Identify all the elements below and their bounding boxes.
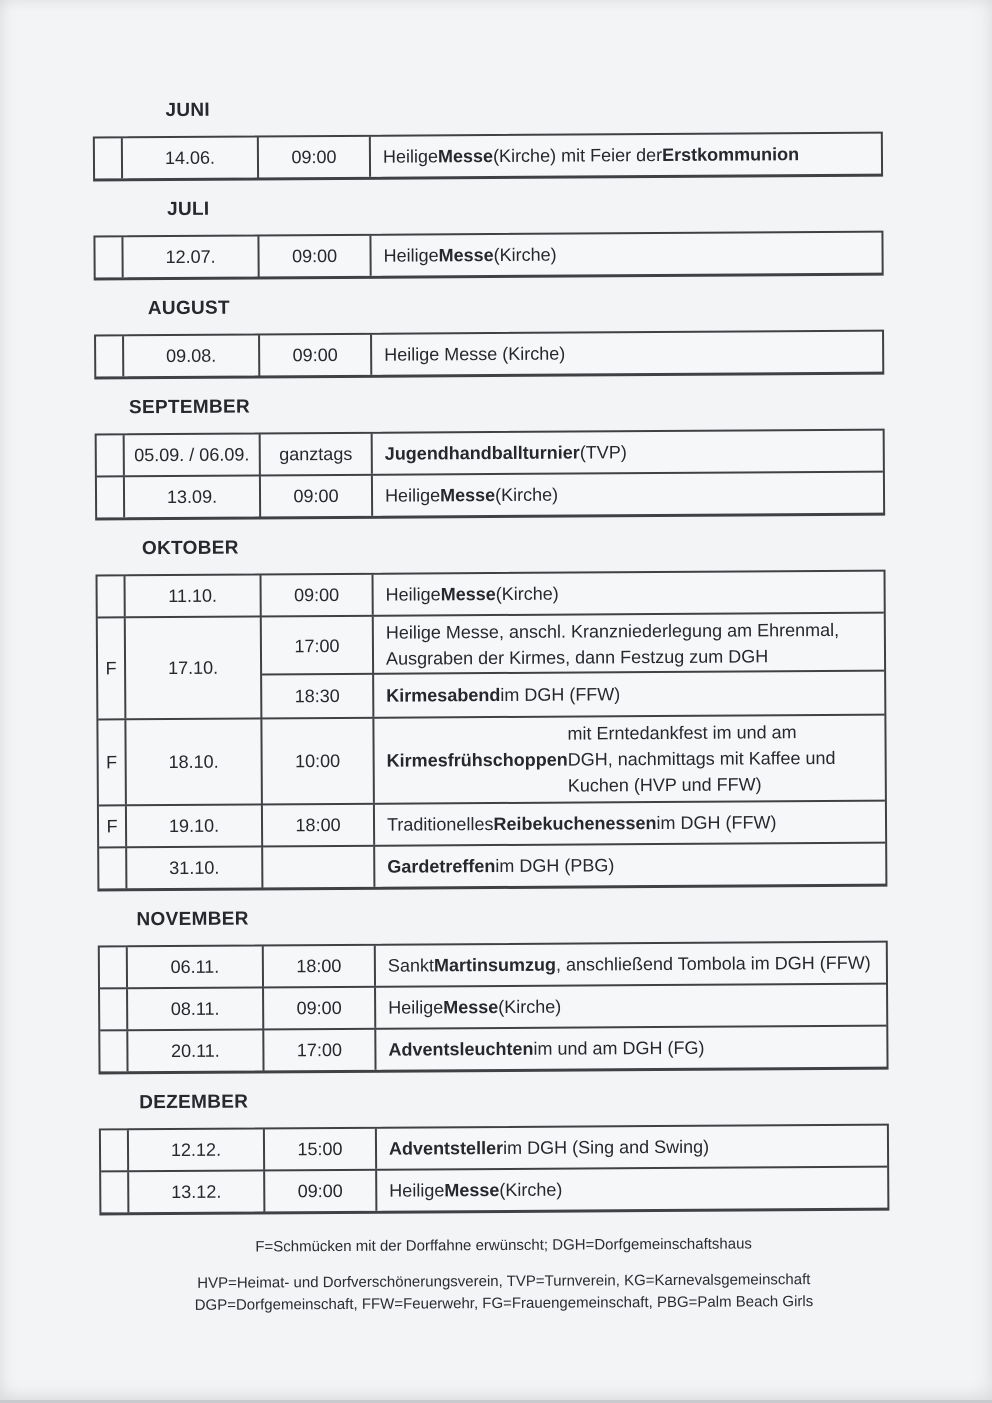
table-row bbox=[95, 134, 881, 179]
entry-row bbox=[263, 844, 885, 888]
date-cell: 17.10. bbox=[126, 617, 263, 718]
description-cell: Heilige Messe (Kirche) bbox=[389, 1179, 563, 1201]
table-row bbox=[95, 233, 881, 278]
description-cell: Heilige Messe (Kirche) mit Feier der Erstkommunion bbox=[382, 144, 800, 167]
row-entries bbox=[263, 802, 885, 846]
date-cell: 20.11. bbox=[128, 1030, 264, 1071]
flag-cell bbox=[95, 237, 123, 277]
month-section-juni bbox=[1, 95, 992, 182]
flag-cell bbox=[97, 435, 125, 475]
flag-cell bbox=[100, 1031, 128, 1071]
row-entries bbox=[264, 943, 886, 987]
row-entries bbox=[264, 1027, 886, 1071]
flag-cell bbox=[97, 477, 125, 517]
events-table bbox=[95, 429, 886, 521]
description-cell: Heilige Messe (Kirche) bbox=[388, 996, 562, 1018]
row-entries bbox=[259, 233, 881, 277]
description-cell: Kirmesabend im DGH (FFW) bbox=[386, 684, 621, 706]
month-heading: AUGUST bbox=[147, 297, 230, 320]
table-row bbox=[98, 714, 885, 805]
description-cell: Traditionelles Reibekuchenessen im DGH (FFW) bbox=[386, 812, 777, 835]
row-entries bbox=[262, 716, 885, 804]
description-cell: Sankt Martinsumzug , anschließend Tombola im DGH (FFW) bbox=[387, 952, 871, 976]
time-cell: 15:00 bbox=[265, 1129, 377, 1170]
flag-cell bbox=[96, 336, 124, 376]
month-heading: OKTOBER bbox=[141, 537, 239, 560]
row-entries bbox=[261, 431, 883, 475]
entry-row bbox=[264, 1027, 886, 1071]
flag-cell bbox=[100, 947, 128, 987]
entry-row bbox=[265, 1126, 887, 1170]
date-cell: 31.10. bbox=[127, 847, 263, 888]
description-cell: Heilige Messe (Kirche) bbox=[383, 244, 557, 266]
entry-row bbox=[261, 473, 883, 517]
month-heading: JUNI bbox=[165, 99, 210, 122]
entry-row bbox=[262, 716, 885, 804]
month-section-november bbox=[6, 904, 992, 1075]
row-entries bbox=[262, 614, 885, 718]
flag-cell bbox=[95, 138, 123, 178]
month-section-oktober bbox=[3, 533, 992, 892]
legend-line-2: HVP=Heimat- und Dorfverschönerungsverein, TVP=Turnverein, KG=Karnevalsgemeinschaft bbox=[197, 1271, 811, 1292]
flag-cell: F bbox=[99, 806, 127, 846]
table-row bbox=[97, 431, 883, 476]
legend-line-1: F=Schmücken mit der Dorffahne erwünscht; DGH=Dorfgemeinschaftshaus bbox=[255, 1235, 752, 1256]
description-cell: Adventsleuchten im und am DGH (FG) bbox=[388, 1037, 705, 1060]
table-row bbox=[101, 1126, 887, 1171]
month-section-dezember bbox=[7, 1087, 992, 1216]
entry-row bbox=[262, 670, 884, 718]
row-entries bbox=[260, 332, 882, 376]
description-cell: Heilige Messe (Kirche) bbox=[384, 343, 566, 365]
entry-row bbox=[262, 614, 884, 674]
time-cell: 18:00 bbox=[264, 946, 376, 987]
row-entries bbox=[264, 985, 886, 1029]
entry-row bbox=[264, 985, 886, 1029]
entry-row bbox=[260, 332, 882, 376]
time-cell: 17:00 bbox=[264, 1030, 376, 1071]
table-row bbox=[97, 471, 883, 518]
entry-row bbox=[263, 802, 885, 846]
date-cell: 13.09. bbox=[125, 476, 261, 517]
date-cell: 14.06. bbox=[123, 137, 259, 178]
date-cell: 13.12. bbox=[129, 1171, 265, 1212]
time-cell: 09:00 bbox=[262, 575, 374, 616]
time-cell: 18:30 bbox=[262, 675, 374, 718]
events-table bbox=[98, 941, 889, 1075]
date-cell: 08.11. bbox=[128, 988, 264, 1029]
date-cell: 05.09. / 06.09. bbox=[125, 434, 261, 475]
row-entries bbox=[265, 1168, 887, 1212]
table-row bbox=[100, 983, 886, 1030]
table-row bbox=[96, 332, 882, 377]
date-cell: 12.12. bbox=[129, 1129, 265, 1170]
flag-cell bbox=[101, 1130, 129, 1170]
flag-cell bbox=[101, 1172, 129, 1212]
events-table bbox=[94, 330, 884, 380]
month-section-august bbox=[2, 293, 992, 380]
table-row bbox=[99, 842, 885, 889]
time-cell: 09:00 bbox=[265, 1171, 377, 1212]
table-row bbox=[98, 572, 884, 617]
description-cell: Adventsteller im DGH (Sing and Swing) bbox=[388, 1136, 710, 1159]
table-row bbox=[101, 1166, 887, 1213]
time-cell: 10:00 bbox=[262, 719, 375, 804]
table-row bbox=[98, 612, 885, 719]
table-row bbox=[100, 943, 886, 988]
month-section-juli bbox=[1, 194, 992, 281]
date-cell: 11.10. bbox=[126, 575, 262, 616]
description-cell: Heilige Messe (Kirche) bbox=[385, 583, 559, 605]
row-entries bbox=[263, 844, 885, 888]
time-cell: 09:00 bbox=[260, 335, 372, 376]
events-table bbox=[93, 231, 883, 281]
entry-row bbox=[259, 134, 881, 178]
table-row bbox=[99, 800, 885, 847]
date-cell: 19.10. bbox=[127, 805, 263, 846]
entry-row bbox=[264, 943, 886, 987]
description-cell: Kirmesfrühschoppen mit Erntedankfest im und am DGH, nachmittags mit Kaffee und Kuchen (HVP und FFW) bbox=[386, 722, 836, 796]
entry-row bbox=[261, 431, 883, 475]
legend-line-3: DGP=Dorfgemeinschaft, FFW=Feuerwehr, FG=Frauengemeinschaft, PBG=Palm Beach Girls bbox=[194, 1293, 814, 1314]
date-cell: 09.08. bbox=[124, 335, 260, 376]
flag-cell: F bbox=[98, 618, 127, 718]
row-entries bbox=[261, 473, 883, 517]
description-cell: Heilige Messe, anschl. Kranzniederlegung am Ehrenmal, Ausgraben der Kirmes, dann Festzug zum DGH bbox=[385, 619, 840, 669]
flag-cell bbox=[99, 848, 127, 888]
flag-cell bbox=[98, 576, 126, 616]
month-heading: SEPTEMBER bbox=[128, 396, 251, 419]
entry-row bbox=[259, 233, 881, 277]
time-cell: 09:00 bbox=[259, 137, 371, 178]
events-table bbox=[99, 1124, 890, 1216]
row-entries bbox=[265, 1126, 887, 1170]
time-cell: 17:00 bbox=[262, 617, 374, 676]
time-cell: 09:00 bbox=[264, 988, 376, 1029]
entry-row bbox=[262, 572, 884, 616]
row-entries bbox=[259, 134, 881, 178]
month-heading: DEZEMBER bbox=[139, 1091, 249, 1114]
events-table bbox=[93, 132, 883, 182]
flag-cell: F bbox=[98, 720, 127, 804]
month-heading: JULI bbox=[167, 198, 210, 221]
table-row bbox=[100, 1025, 886, 1072]
flag-cell bbox=[100, 989, 128, 1029]
date-cell: 12.07. bbox=[123, 236, 259, 277]
entry-row bbox=[265, 1168, 887, 1212]
description-cell: Jugendhandballturnier (TVP) bbox=[384, 442, 627, 464]
time-cell: 18:00 bbox=[263, 805, 375, 846]
time-cell: 09:00 bbox=[259, 236, 371, 277]
date-cell: 06.11. bbox=[128, 946, 264, 987]
legend-footer bbox=[8, 1232, 992, 1318]
description-cell: Gardetreffen im DGH (PBG) bbox=[387, 855, 615, 877]
month-section-september bbox=[2, 392, 992, 521]
row-entries bbox=[262, 572, 884, 616]
date-cell: 18.10. bbox=[126, 719, 263, 804]
time-cell: 09:00 bbox=[261, 476, 373, 517]
month-heading: NOVEMBER bbox=[136, 908, 249, 931]
description-cell: Heilige Messe (Kirche) bbox=[384, 484, 559, 506]
events-table bbox=[96, 570, 888, 892]
time-cell bbox=[263, 847, 375, 888]
time-cell: ganztags bbox=[261, 434, 373, 475]
